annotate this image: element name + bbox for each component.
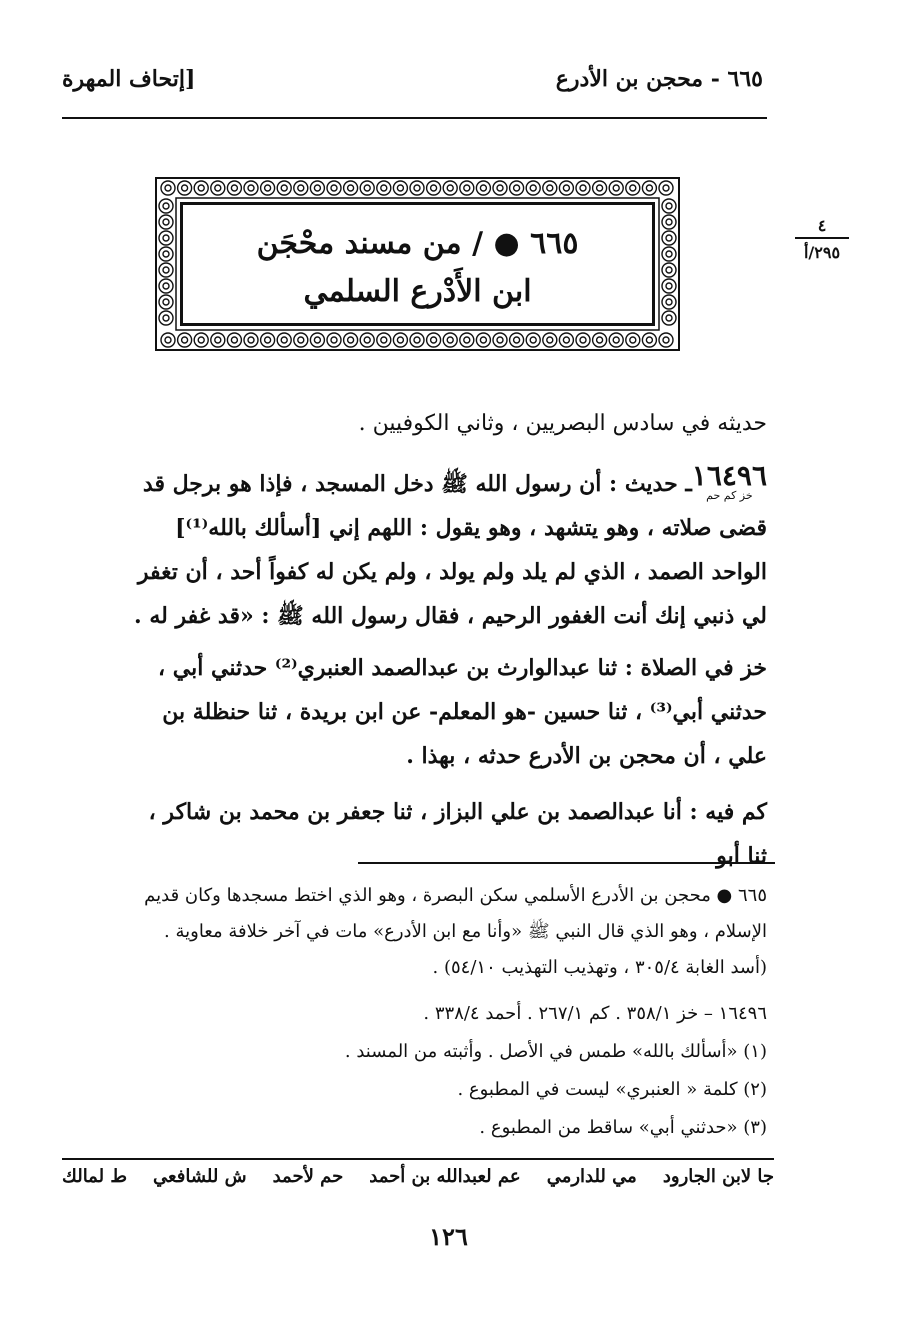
- margin-note: [795, 216, 849, 262]
- legend-item: ش للشافعي: [153, 1166, 247, 1187]
- section-title-frame: [154, 176, 681, 352]
- page-number: ١٢٦: [429, 1222, 468, 1251]
- header-rule: [62, 117, 767, 119]
- footnote-biography: ٦٦٥ ● محجن بن الأدرع الأسلمي سكن البصرة ، وهو الذي اختط مسجدها وكان قديم الإسلام ، وهو الذي قال النبي ﷺ «وأنا مع ابن الأدرع» مات في آخر خلافة معاوية . (أسد الغابة ٣٠٥/٤ ، وتهذيب التهذيب ٥٤/١٠) .: [144, 885, 767, 978]
- margin-note-folio: ٢٩٥/أ: [803, 243, 841, 262]
- running-header-title: ٦٦٥ - محجن بن الأدرع: [555, 66, 763, 92]
- legend-item: حم لأحمد: [272, 1166, 344, 1187]
- legend-item: ط لمالك: [62, 1166, 127, 1187]
- footnote-references: ١٦٤٩٦ – خز ٣٥٨/١ . كم ٢٦٧/١ . أحمد ٣٣٨/٤ .: [423, 1003, 767, 1024]
- hadith-paragraph: [127, 462, 767, 642]
- footnote-1: (١) «أسألك بالله» طمس في الأصل . وأثبته من المسند .: [344, 1041, 767, 1062]
- intro-paragraph: حديثه في سادس البصريين ، وثاني الكوفيين .: [358, 411, 767, 436]
- footnote-rule: [358, 862, 775, 864]
- legend-rule: [62, 1158, 774, 1160]
- legend-item: عم لعبدالله بن أحمد: [369, 1166, 521, 1187]
- km-paragraph: كم فيه : أنا عبدالصمد بن علي البزاز ، ثنا جعفر بن محمد بن شاكر ، ثنا أبو: [148, 799, 767, 869]
- legend-item: مي للدارمي: [546, 1166, 637, 1187]
- margin-note-volume: ٤: [795, 216, 849, 239]
- hadith-text: ـ حديث : أن رسول الله ﷺ دخل المسجد ، فإذا هو برجل قد قضى صلاته ، وهو يتشهد ، وهو يقول : اللهم إني [أسألك بالله⁽¹⁾] الواحد الصمد ، الذي لم يلد ولم يولد ، ولم يكن له كفواً أحد ، أن تغفر لي ذنبي إنك أنت الغفور الرحيم ، فقال رسول الله ﷺ : «قد غفر له .: [134, 471, 767, 629]
- section-title-line1: ٦٦٥ ● / من مسند محْجَن: [256, 226, 579, 261]
- running-header-book: [إتحاف المهرة: [62, 66, 196, 92]
- section-title-line2: ابن الأَدْرع السلمي: [303, 274, 532, 309]
- abbreviation-legend: [62, 1166, 774, 1187]
- hadith-sigla: خز كم حم: [706, 489, 753, 502]
- footnote-3: (٣) «حدثني أبي» ساقط من المطبوع .: [479, 1117, 767, 1138]
- hadith-number: ١٦٤٩٦: [691, 462, 767, 492]
- khz-paragraph: خز في الصلاة : ثنا عبدالوارث بن عبدالصمد العنبري⁽²⁾ حدثني أبي ، حدثني أبي⁽³⁾ ، ثنا حسين -هو المعلم- عن ابن بريدة ، ثنا حنظلة بن علي ، أن محجن بن الأدرع حدثه ، بهذا .: [158, 655, 767, 769]
- legend-item: جا لابن الجارود: [662, 1166, 774, 1187]
- footnote-2: (٢) كلمة « العنبري» ليست في المطبوع .: [457, 1079, 767, 1100]
- hadith-number-block: [692, 462, 767, 502]
